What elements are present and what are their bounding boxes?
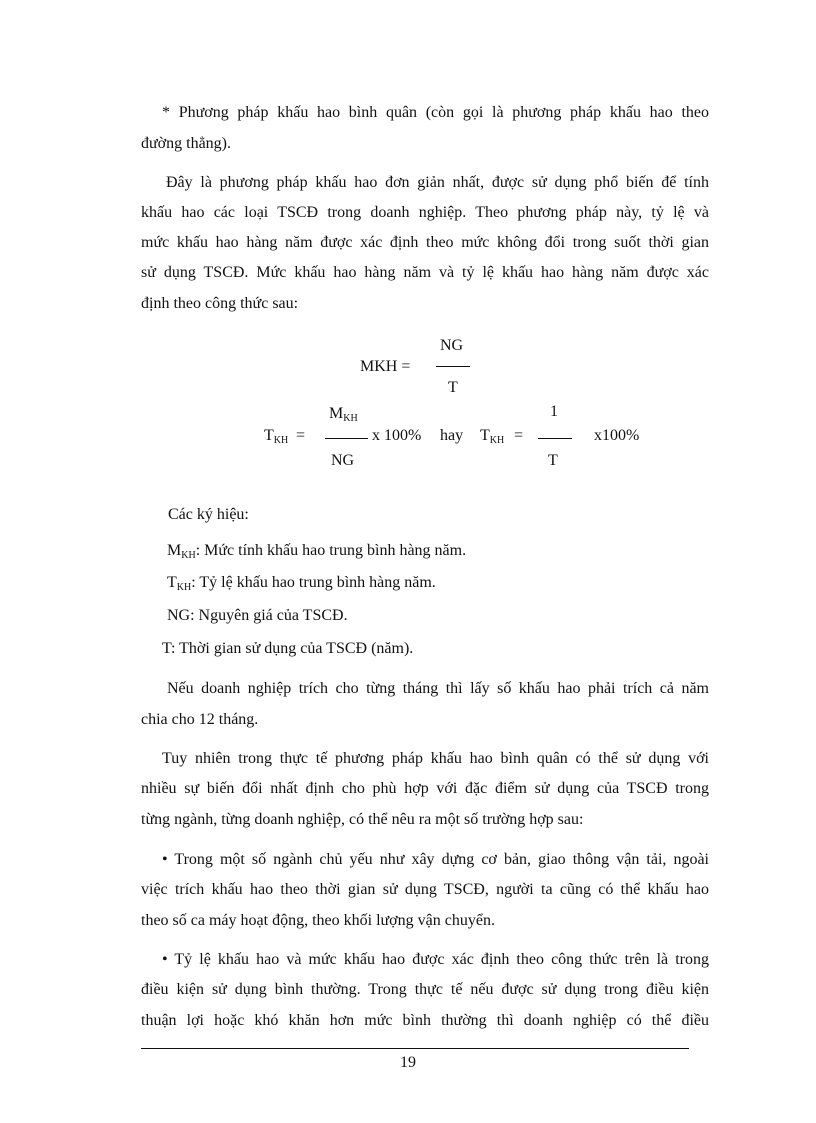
formula-rhs-sub: KH [489, 435, 505, 446]
formula-tkh-lhs [264, 426, 288, 446]
formula-rhs-denominator: T [548, 452, 558, 469]
paragraph-4-line-2: nhiều sự biến đổi nhất định cho phù hợp với đặc điểm sử dụng của TSCĐ trong [141, 780, 709, 797]
bullet-1-line-1: • Trong một số ngành chủ yếu như xây dựng cơ bản, giao thông vận tải, ngoài [162, 851, 709, 868]
paragraph-2-line-5: định theo công thức sau: [141, 295, 299, 312]
paragraph-2-line-2: khấu hao các loại TSCĐ trong doanh nghiệp. Theo phương pháp này, tỷ lệ và [141, 204, 709, 221]
formula-tkh-num-sub: KH [343, 413, 358, 424]
formula-mkh-numerator: NG [440, 337, 464, 354]
page-number: 19 [400, 1054, 416, 1071]
formula-rhs-numerator: 1 [550, 403, 558, 420]
footer-rule [141, 1048, 689, 1049]
formula-rhs-equals: = [514, 427, 524, 444]
formula-mkh-fraction-bar [436, 366, 470, 367]
paragraph-1-line-1: * Phương pháp khấu hao bình quân (còn gọi là phương pháp khấu hao theo [162, 104, 709, 121]
symbol-tkh-sub: KH [176, 582, 192, 593]
symbol-tkh-main: T [167, 574, 177, 591]
symbols-heading: Các ký hiệu: [168, 506, 249, 523]
formula-tkh-times: x 100% [372, 427, 422, 444]
formula-tkh-rhs-lhs [480, 426, 504, 446]
formula-tkh-numerator [329, 404, 358, 424]
symbol-t: T: Thời gian sử dụng của TSCĐ (năm). [162, 640, 414, 657]
symbol-mkh [167, 541, 466, 561]
symbol-mkh-main: M [167, 542, 182, 559]
formula-rhs-fraction-bar [538, 438, 572, 439]
formula-tkh-equals: = [296, 427, 306, 444]
bullet-1-line-2: việc trích khấu hao theo thời gian sử dụng TSCĐ, người ta cũng có thể khấu hao [141, 881, 709, 898]
paragraph-2-line-3: mức khấu hao hàng năm được xác định theo mức không đổi trong suốt thời gian [141, 234, 709, 251]
formula-mkh-denominator: T [448, 379, 458, 396]
symbol-mkh-text: : Mức tính khấu hao trung bình hàng năm. [195, 542, 467, 559]
formula-tkh-lhs-main: T [264, 427, 274, 444]
paragraph-1-line-2: đường thẳng). [141, 135, 232, 152]
paragraph-2-line-4: sử dụng TSCĐ. Mức khấu hao hàng năm và tỷ lệ khấu hao hàng năm được xác [141, 264, 709, 281]
formula-tkh-fraction-bar [325, 438, 368, 439]
symbol-mkh-sub: KH [181, 550, 196, 561]
paragraph-2-line-1: Đây là phương pháp khấu hao đơn giản nhất, được sử dụng phổ biến để tính [166, 174, 709, 191]
formula-tkh-denominator: NG [331, 452, 355, 469]
paragraph-3-line-1: Nếu doanh nghiệp trích cho từng tháng thì lấy số khấu hao phải trích cả năm [167, 680, 709, 697]
formula-rhs-main: T [480, 427, 490, 444]
symbol-ng: NG: Nguyên giá của TSCĐ. [167, 607, 348, 624]
bullet-1-line-3: theo số ca máy hoạt động, theo khối lượng vận chuyển. [141, 912, 495, 929]
symbol-tkh [167, 573, 436, 593]
formula-rhs-times: x100% [594, 427, 640, 444]
symbol-tkh-text: : Tỷ lệ khấu hao trung bình hàng năm. [191, 574, 436, 591]
paragraph-4-line-3: từng ngành, từng doanh nghiệp, có thể nêu ra một số trường hợp sau: [141, 811, 584, 828]
paragraph-4-line-1: Tuy nhiên trong thực tế phương pháp khấu hao bình quân có thể sử dụng với [162, 750, 709, 767]
formula-tkh-lhs-sub: KH [273, 435, 289, 446]
bullet-2-line-2: điều kiện sử dụng bình thường. Trong thực tế nếu được sử dụng trong điều kiện [141, 981, 709, 998]
formula-mkh-lhs: MKH = [360, 358, 411, 375]
formula-or: hay [440, 427, 464, 444]
formula-tkh-num-main: M [329, 405, 344, 422]
bullet-2-line-3: thuận lợi hoặc khó khăn hơn mức bình thường thì doanh nghiệp có thể điều [141, 1012, 709, 1029]
paragraph-3-line-2: chia cho 12 tháng. [141, 711, 259, 728]
bullet-2-line-1: • Tỷ lệ khấu hao và mức khấu hao được xác định theo công thức trên là trong [162, 951, 709, 968]
